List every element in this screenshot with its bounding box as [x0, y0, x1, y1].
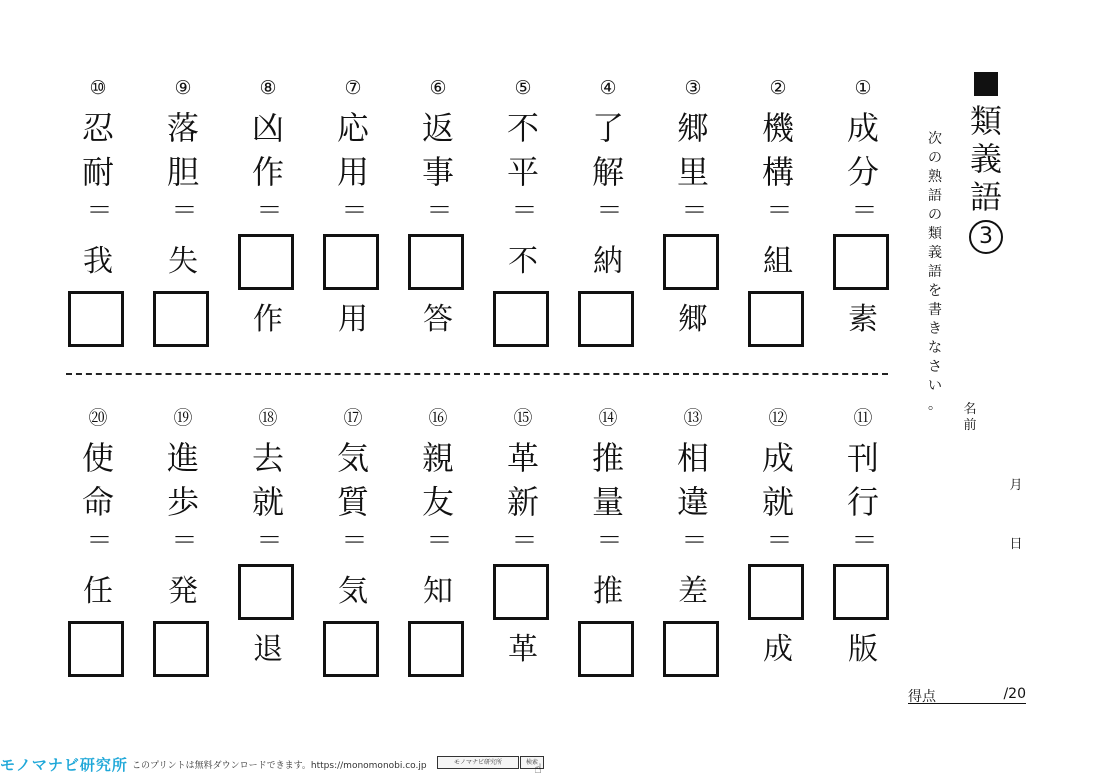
instruction-char: を — [928, 283, 942, 299]
given-char: 知 — [423, 574, 453, 609]
word-char: 解 — [591, 153, 624, 191]
black-square-icon — [974, 72, 998, 96]
problem-column — [661, 408, 725, 688]
given-char: 推 — [593, 574, 623, 609]
problem-column — [491, 408, 555, 688]
problem-column — [236, 408, 300, 688]
word-char: 就 — [251, 483, 284, 521]
mouse-cursor-icon: ☝ — [534, 762, 542, 777]
given-char: 用 — [338, 302, 368, 337]
equals-sign: ＝ — [681, 526, 705, 556]
title-char: 語 — [969, 178, 1002, 216]
problem-column — [576, 408, 640, 688]
word-char: 平 — [506, 153, 539, 191]
equals-sign: ＝ — [681, 196, 705, 226]
problem-number: ⑥ — [429, 77, 447, 99]
problem-column — [406, 78, 470, 358]
answer-box[interactable] — [833, 564, 889, 620]
problem-column — [491, 78, 555, 358]
word-char: 命 — [81, 483, 114, 521]
word-char: 了 — [591, 109, 624, 147]
section-divider — [66, 373, 888, 375]
name-label-char: 前 — [963, 418, 977, 433]
problem-column — [746, 78, 810, 358]
problem-column — [321, 408, 385, 688]
equals-sign: ＝ — [171, 526, 195, 556]
score-total: /20 — [1003, 686, 1026, 702]
word-char: 落 — [166, 109, 199, 147]
given-char: 納 — [593, 244, 623, 279]
problem-number: ⑯ — [428, 407, 448, 429]
score-underline — [908, 703, 1026, 704]
word-char: 友 — [421, 483, 454, 521]
problem-column — [661, 78, 725, 358]
word-char: 返 — [421, 109, 454, 147]
instruction-char: 熟 — [928, 169, 942, 185]
instruction-char: 類 — [928, 226, 942, 242]
answer-box[interactable] — [833, 234, 889, 290]
problem-number: ⑲ — [173, 407, 193, 429]
problem-number: ⑰ — [343, 407, 363, 429]
word-char: 刊 — [846, 439, 879, 477]
problem-column — [151, 408, 215, 688]
answer-box[interactable] — [578, 621, 634, 677]
word-char: 就 — [761, 483, 794, 521]
word-char: 気 — [336, 439, 369, 477]
problem-number: ⑱ — [258, 407, 278, 429]
word-char: 成 — [761, 439, 794, 477]
given-char: 任 — [83, 574, 113, 609]
answer-box[interactable] — [663, 234, 719, 290]
word-char: 忍 — [81, 109, 114, 147]
title-char: 類 — [969, 102, 1002, 140]
given-char: 発 — [168, 574, 198, 609]
instruction-char: の — [928, 207, 942, 223]
given-char: 作 — [253, 302, 283, 337]
name-label-char: 名 — [963, 402, 977, 417]
footer — [0, 754, 560, 774]
problem-column — [831, 78, 895, 358]
given-char: 版 — [848, 632, 878, 667]
word-char: 不 — [506, 109, 539, 147]
answer-box[interactable] — [323, 621, 379, 677]
worksheet-title — [968, 72, 1004, 254]
problem-number: ⑭ — [598, 407, 618, 429]
search-query-box[interactable]: モノマナビ研究所 — [437, 756, 519, 769]
word-char: 推 — [591, 439, 624, 477]
answer-box[interactable] — [578, 291, 634, 347]
instruction-char: 書 — [928, 302, 942, 318]
search-button[interactable]: 検索 — [520, 756, 544, 769]
answer-box[interactable] — [748, 564, 804, 620]
answer-box[interactable] — [408, 234, 464, 290]
equals-sign: ＝ — [86, 526, 110, 556]
problem-column — [406, 408, 470, 688]
given-char: 素 — [848, 302, 878, 337]
instruction-char: い — [928, 378, 942, 394]
instruction-char: 語 — [928, 264, 942, 280]
word-char: 親 — [421, 439, 454, 477]
day-label: 日 — [1009, 537, 1023, 552]
equals-sign: ＝ — [341, 196, 365, 226]
problem-number: ⑤ — [514, 77, 532, 99]
instruction-char: な — [928, 340, 942, 356]
answer-box[interactable] — [323, 234, 379, 290]
problem-column — [746, 408, 810, 688]
problem-number: ⑪ — [853, 407, 873, 429]
problem-number: ⑫ — [768, 407, 788, 429]
equals-sign: ＝ — [596, 196, 620, 226]
given-char: 答 — [423, 302, 453, 337]
word-char: 革 — [506, 439, 539, 477]
problem-number: ⑨ — [174, 77, 192, 99]
word-char: 新 — [506, 483, 539, 521]
problem-column — [236, 78, 300, 358]
word-char: 分 — [846, 153, 879, 191]
word-char: 去 — [251, 439, 284, 477]
equals-sign: ＝ — [171, 196, 195, 226]
problem-column — [576, 78, 640, 358]
problem-number: ⑬ — [683, 407, 703, 429]
instruction-char: の — [928, 150, 942, 166]
instruction-char: 次 — [928, 131, 942, 147]
equals-sign: ＝ — [426, 196, 450, 226]
problem-number: ⑧ — [259, 77, 277, 99]
instruction-text — [925, 130, 945, 415]
word-char: 行 — [846, 483, 879, 521]
equals-sign: ＝ — [766, 526, 790, 556]
word-char: 進 — [166, 439, 199, 477]
equals-sign: ＝ — [256, 526, 280, 556]
instruction-char: き — [928, 321, 942, 337]
word-char: 凶 — [251, 109, 284, 147]
answer-box[interactable] — [748, 291, 804, 347]
word-char: 機 — [761, 109, 794, 147]
problem-column — [66, 78, 130, 358]
word-char: 郷 — [676, 109, 709, 147]
name-label — [962, 402, 978, 434]
month-label: 月 — [1009, 478, 1023, 493]
equals-sign: ＝ — [426, 526, 450, 556]
equals-sign: ＝ — [851, 526, 875, 556]
answer-box[interactable] — [238, 234, 294, 290]
given-char: 郷 — [678, 302, 708, 337]
instruction-char: 語 — [928, 188, 942, 204]
brand-logo: モノマナビ研究所 — [0, 756, 128, 774]
footer-text: このプリントは無料ダウンロードできます。https://monomonobi.co.jp — [132, 761, 427, 771]
problem-number: ③ — [684, 77, 702, 99]
word-char: 応 — [336, 109, 369, 147]
problem-column — [321, 78, 385, 358]
problem-number: ⑩ — [89, 77, 107, 99]
problem-number: ④ — [599, 77, 617, 99]
word-char: 胆 — [166, 153, 199, 191]
word-char: 事 — [421, 153, 454, 191]
equals-sign: ＝ — [511, 526, 535, 556]
problem-number: ⑮ — [513, 407, 533, 429]
equals-sign: ＝ — [341, 526, 365, 556]
given-char: 革 — [508, 632, 538, 667]
answer-box[interactable] — [68, 621, 124, 677]
answer-box[interactable] — [663, 621, 719, 677]
instruction-char: 義 — [928, 245, 942, 261]
given-char: 組 — [763, 244, 793, 279]
answer-box[interactable] — [238, 564, 294, 620]
problem-number: ① — [854, 77, 872, 99]
word-char: 歩 — [166, 483, 199, 521]
score-label: 得点 — [908, 689, 936, 705]
problem-number: ⑳ — [88, 407, 108, 429]
word-char: 耐 — [81, 153, 114, 191]
instruction-char: さ — [928, 359, 942, 375]
given-char: 差 — [678, 574, 708, 609]
answer-box[interactable] — [493, 291, 549, 347]
given-char: 不 — [508, 244, 538, 279]
problem-column — [66, 408, 130, 688]
problem-column — [151, 78, 215, 358]
word-char: 質 — [336, 483, 369, 521]
instruction-char: 。 — [928, 397, 942, 413]
given-char: 気 — [338, 574, 368, 609]
equals-sign: ＝ — [851, 196, 875, 226]
answer-box[interactable] — [153, 621, 209, 677]
given-char: 成 — [763, 632, 793, 667]
title-char: 義 — [969, 140, 1002, 178]
title-number-badge: 3 — [969, 220, 1003, 254]
equals-sign: ＝ — [86, 196, 110, 226]
word-char: 里 — [676, 153, 709, 191]
equals-sign: ＝ — [766, 196, 790, 226]
answer-box[interactable] — [493, 564, 549, 620]
answer-box[interactable] — [153, 291, 209, 347]
problem-column — [831, 408, 895, 688]
word-char: 量 — [591, 483, 624, 521]
word-char: 使 — [81, 439, 114, 477]
word-char: 構 — [761, 153, 794, 191]
word-char: 作 — [251, 153, 284, 191]
problem-number: ② — [769, 77, 787, 99]
given-char: 我 — [83, 244, 113, 279]
word-char: 違 — [676, 483, 709, 521]
equals-sign: ＝ — [596, 526, 620, 556]
word-char: 成 — [846, 109, 879, 147]
word-char: 相 — [676, 439, 709, 477]
problem-number: ⑦ — [344, 77, 362, 99]
equals-sign: ＝ — [256, 196, 280, 226]
given-char: 退 — [253, 632, 283, 667]
answer-box[interactable] — [408, 621, 464, 677]
answer-box[interactable] — [68, 291, 124, 347]
given-char: 失 — [168, 244, 198, 279]
equals-sign: ＝ — [511, 196, 535, 226]
word-char: 用 — [336, 153, 369, 191]
